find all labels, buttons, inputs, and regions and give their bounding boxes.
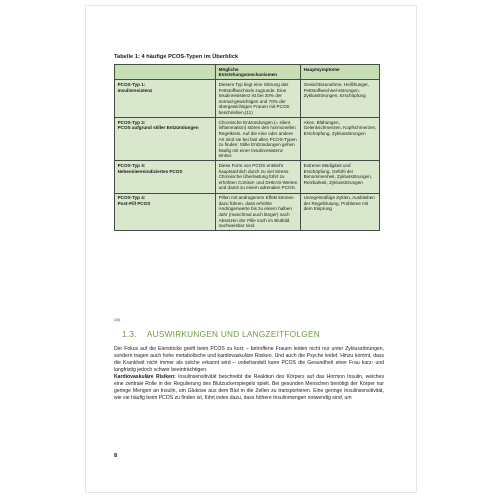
page-number: 8 — [114, 453, 118, 459]
pcos-mechanism: Pillen mit androgenem Effekt können dazu führen, dass erhöhte Androgenwerte bis zu einem halben Jahr (manchmal auch länger) nach Absetzen der Pille noch im Blutbild nachweisbar sind. — [216, 193, 301, 231]
table-caption: Tabelle 1: 4 häufige PCOS-Typen im Überblick — [114, 54, 239, 60]
pcos-mechanism: Diesem Typ liegt eine Störung des Fettstoffwechsels zugrunde. Eine Insulinresistenz ist bei 30% der normal-gewichtigen und 70% der übergewichtigen Frauen mit PCOS beschrieben.(11) — [216, 80, 301, 118]
pcos-mechanism: Chronische Entzündungen (= silent inflammation) stören den hormonellen Regelkreis. Auf die eine oder andere Art sind sie bei fast allen PCOS-Typen zu finden: Stille Entzündungen gehen häufig mit einer Insulinresistenz einher. — [216, 118, 301, 161]
table-row — [115, 193, 380, 231]
pcos-types-table — [114, 64, 380, 231]
pcos-type-name: PCOS-Typ 1: Insulinresistenz — [115, 80, 216, 118]
body-paragraph — [114, 374, 384, 402]
paragraph-lead: Kardiovaskuläre Risiken: — [114, 374, 176, 380]
paragraph-text: Insulinsensitivität beschreibt die Reaktion des Körpers auf das Hormon Insulin, welches eine zentrale Rolle in der Regulierung des Blutzuckerspiegels spielt. Bei gesunden Menschen benötigt der Körper nur geringe Mengen an Insulin, um Glukose aus dem Blut in die Zellen zu transportieren. Eine geringe Insulinsensitivität, wie sie häufig beim PCOS zu finden ist, führt indes dazu, dass höhere Insulinmengen notwendig sind, um — [114, 374, 384, 401]
table-row — [115, 80, 380, 118]
pcos-symptoms: Gewichtszunahme, Heißhunger, Fettstoffwechsel-störungen, Zyklusstörungen, Erschöpfung — [301, 80, 380, 118]
table-header-row — [115, 65, 380, 80]
pcos-type-name: PCOS-Typ 2: PCOS aufgrund stiller Entzündungen — [115, 118, 216, 161]
pcos-symptoms: Unregelmäßige Zyklen, Ausbleiben der Regelblutung, Probleme mit dem Eisprung — [301, 193, 380, 231]
header-mechanisms: Mögliche Entstehungsmechanismen — [216, 65, 301, 80]
section-title: AUSWIRKUNGEN UND LANGZEITFOLGEN — [146, 330, 320, 339]
pcos-symptoms: Extreme Müdigkeit und Erschöpfung, Gefühl der Benommenheit, Zyklusstörungen, Reizbarkeit, Zyklusstörungen — [301, 161, 380, 193]
header-type — [115, 65, 216, 80]
pcos-type-name: PCOS-Typ 3: Nebennierenindiziertes PCOS — [115, 161, 216, 193]
pcos-symptoms: Akne, Blähungen, Gelenkschmerzen, Kopfschmerzen, Erschöpfung, Zyklusstörungen — [301, 118, 380, 161]
body-paragraph: Der Fokus auf die Eierstöcke greift beim PCOS zu kurz – betroffene Frauen leiden nicht nur unter Zyklusstörungen, sondern tragen auch hohe metabolische und kardiovaskuläre Risiken. Und auch die Psyche leidet. Hinzu kommt, dass die Krankheit nicht immer als solche erkannt wird – unbehandelt kann PCOS die Gesundheit einer Frau kurz- und langfristig jedoch schwer beeinträchtigen. — [114, 346, 384, 373]
table-row — [115, 161, 380, 193]
section-number: 1.3. — [122, 330, 137, 339]
pcos-mechanism: Diese Form von PCOS entsteht hauptsächlich durch zu viel Stress. Chronische Überlastung führt zu erhöhten Cortisol- und DHEAS-Werten und damit zu einem adrenalen PCOS. — [216, 161, 301, 193]
table-row — [115, 118, 380, 161]
pcos-type-name: PCOS-Typ 4: Post-Pill PCOS — [115, 193, 216, 231]
table-footnote: (10) — [114, 318, 121, 322]
section-heading — [122, 330, 320, 339]
header-symptoms: Hauptsymptome — [301, 65, 380, 80]
